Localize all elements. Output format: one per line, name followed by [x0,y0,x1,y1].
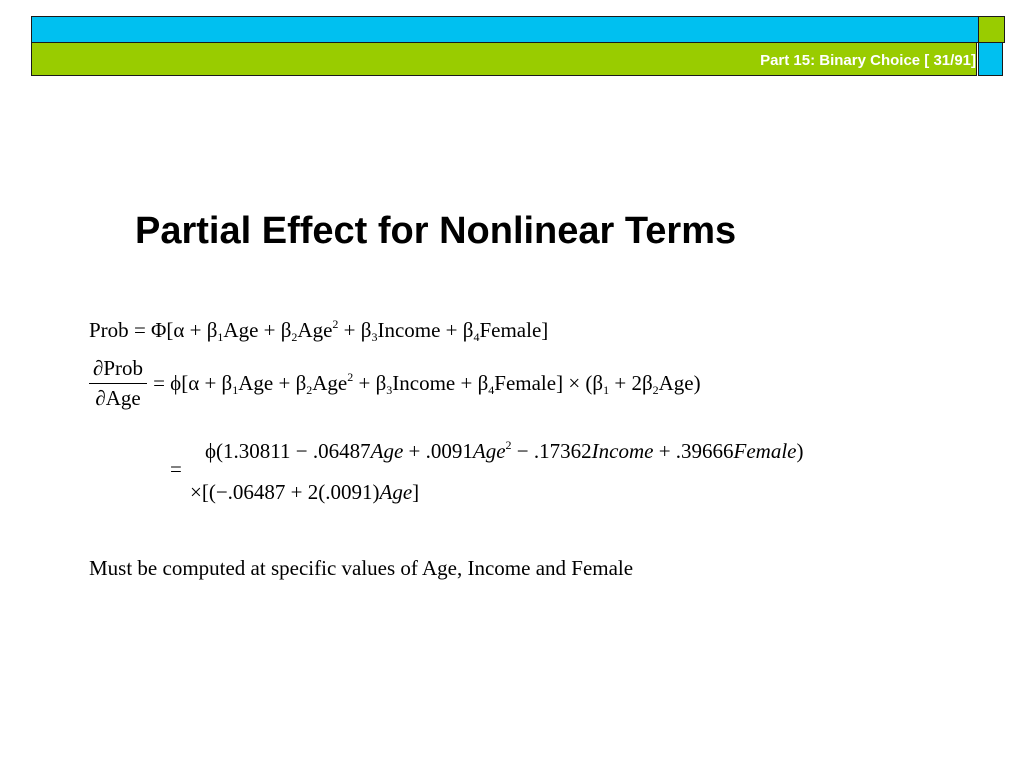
eq1-text: + β [338,318,372,342]
equation-probability [89,317,548,345]
header-square-green [978,16,1005,43]
eq1-sub: 1 [217,330,224,344]
fraction-numerator: ∂Prob [89,356,147,384]
eq2-text: Female] × (β [494,370,604,395]
eq3-var: Age [370,439,404,463]
header-label: Part 15: Binary Choice [ 31/91] [760,52,976,69]
note-text: Must be computed at specific values of Age, Income and Female [89,556,634,580]
eq1-sup: 2 [332,317,339,331]
slide-title: Partial Effect for Nonlinear Terms [135,210,737,252]
eq2-sub: 2 [652,382,659,397]
eq2-text: Age) [658,370,701,395]
eq2-text: Income + β [392,370,489,395]
eq1-text: Age + β [223,318,292,342]
eq3-text: + .39666 [653,439,734,463]
eq2-sup: 2 [347,369,354,384]
eq1-text: Prob [89,318,129,342]
eq2-sub: 2 [306,382,313,397]
eq3-text: ] [412,480,420,504]
equation-derivative [89,356,701,411]
eq2-text: + β [353,370,387,395]
eq1-sub: 4 [473,330,480,344]
equation-estimated-equals: = [170,457,182,481]
eq2-text: + 2β [609,370,653,395]
header-square-cyan [978,42,1003,76]
derivative-fraction [89,356,147,411]
header-bar-cyan [31,16,979,43]
eq1-text: Female] [479,318,549,342]
eq3-text: ϕ(1.30811 − .06487 [205,439,371,463]
eq2-sub: 1 [232,382,239,397]
eq3-sup: 2 [505,438,512,452]
eq3-text: ×[(−.06487 + 2(.0091) [190,480,380,504]
eq1-sub: 3 [371,330,378,344]
eq3-var: Age [472,439,506,463]
eq1-text: = Φ[α + β [133,318,218,342]
eq3-var: Age [379,480,413,504]
eq2-text: Age + β [238,370,307,395]
equation-estimated-line1 [205,438,804,464]
eq2-sub: 3 [386,382,393,397]
fraction-denominator: ∂Age [95,386,141,410]
eq1-text: Age [297,318,333,342]
eq3-text: − .17362 [511,439,592,463]
eq3-var: Female [733,439,797,463]
eq1-sub: 2 [291,330,298,344]
equation-estimated-line2 [190,480,419,505]
eq1-text: Income + β [377,318,474,342]
eq3-var: Income [591,439,654,463]
eq2-text: = ϕ[α + β [153,370,233,395]
eq2-sub: 1 [603,382,610,397]
eq2-text: Age [312,370,348,395]
eq3-text: + .0091 [403,439,473,463]
eq3-text: ) [796,439,804,463]
eq2-sub: 4 [488,382,495,397]
